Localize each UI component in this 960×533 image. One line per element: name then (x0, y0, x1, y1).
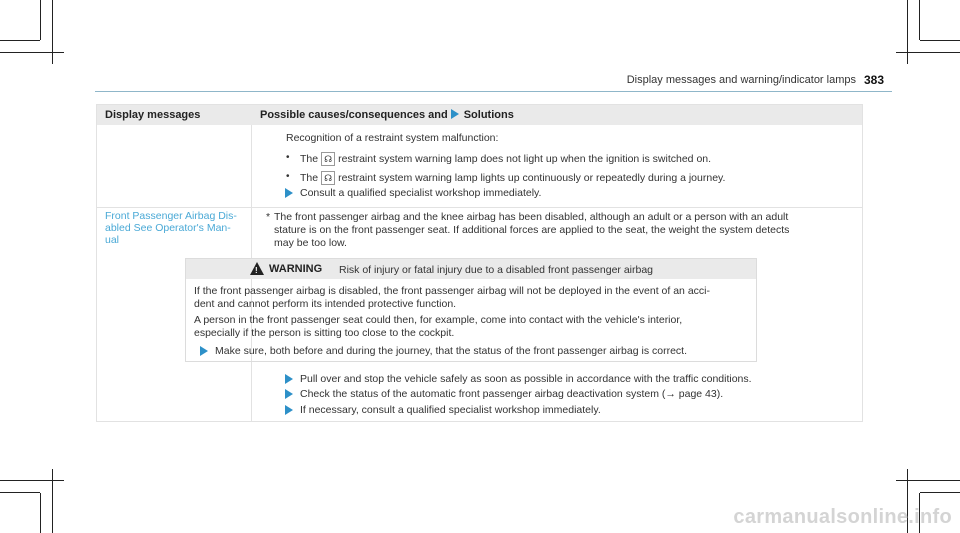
row1-bullet2-pre: The (300, 172, 319, 184)
crop-mark (0, 492, 40, 493)
row1-bullet2 (300, 171, 725, 185)
crop-mark (896, 480, 960, 481)
warning-action: Make sure, both before and during the journey, that the status of the front passenger airbag is correct. (215, 345, 687, 357)
crop-mark (920, 40, 960, 41)
column-header-solutions-text: Possible causes/consequences and (260, 109, 448, 121)
crop-mark (52, 0, 53, 64)
bullet-icon: • (286, 171, 290, 182)
crop-mark (920, 492, 960, 493)
warning-p2-line2: especially if the person is sitting too close to the cockpit. (194, 327, 455, 339)
warning-p1-line2: dent and cannot perform its intended protective function. (194, 298, 457, 310)
row2-action1: Pull over and stop the vehicle safely as soon as possible in accordance with the traffic conditions. (300, 373, 752, 385)
row2-desc-line3: may be too low. (274, 237, 347, 249)
solution-arrow-icon (451, 109, 459, 119)
row1-action: Consult a qualified specialist workshop immediately. (300, 187, 542, 199)
row2-action3: If necessary, consult a qualified specialist workshop immediately. (300, 404, 601, 416)
message-line: Front Passenger Airbag Dis- (105, 210, 237, 222)
warning-description: Risk of injury or fatal injury due to a disabled front passenger airbag (339, 264, 654, 276)
row1-bullet1-post: restraint system warning lamp does not light up when the ignition is switched on. (338, 153, 712, 165)
warning-p1-line1: If the front passenger airbag is disabled, the front passenger airbag will not be deployed in the event of an acci- (194, 285, 710, 297)
restraint-system-icon: ☊ (321, 171, 335, 185)
column-header-solutions-suffix: Solutions (463, 109, 514, 121)
crop-mark (40, 493, 41, 533)
warning-p2-line1: A person in the front passenger seat could then, for example, come into contact with the vehicle's interior, (194, 314, 683, 326)
warning-header (186, 259, 756, 279)
message-line: abled See Operator's Man- (105, 222, 231, 234)
warning-exclamation-icon: ! (255, 266, 258, 275)
crop-mark (896, 52, 960, 53)
crop-mark (0, 480, 64, 481)
header-rule (95, 91, 892, 92)
page-number: 383 (863, 73, 884, 87)
crop-mark (52, 469, 53, 533)
row2-action2: Check the status of the automatic front passenger airbag deactivation system (→ page 43). (300, 388, 724, 400)
crop-mark (40, 0, 41, 40)
action-arrow-icon (285, 405, 293, 415)
row1-bullet1-pre: The (300, 153, 319, 165)
row1-bullet1 (300, 152, 711, 166)
row-divider (97, 207, 862, 208)
display-message-airbag-disabled (105, 210, 247, 246)
watermark: carmanualsonline.info (733, 506, 952, 528)
crop-mark (919, 0, 920, 40)
action-arrow-icon (285, 188, 293, 198)
action-arrow-icon (285, 374, 293, 384)
row2-desc-line1: The front passenger airbag and the knee airbag has been disabled, although an adult or a person with an adult (274, 211, 789, 223)
running-header-title: Display messages and warning/indicator lamps (626, 74, 856, 86)
column-header-solutions (260, 109, 514, 121)
bullet-icon: • (286, 152, 290, 163)
column-header-display-messages: Display messages (105, 109, 201, 121)
table-header (97, 105, 862, 125)
asterisk-marker: * (266, 211, 271, 223)
display-messages-table (96, 104, 863, 422)
row2-desc-line2: stature is on the front passenger seat. If additional forces are applied to the seat, the weight the system detects (274, 224, 790, 236)
message-line: ual (105, 234, 120, 246)
warning-word: WARNING (269, 263, 323, 275)
action-arrow-icon (285, 389, 293, 399)
action-arrow-icon (200, 346, 208, 356)
row1-bullet2-post: restraint system warning lamp lights up continuously or repeatedly during a journey. (338, 172, 726, 184)
warning-box (185, 258, 757, 362)
restraint-system-icon: ☊ (321, 152, 335, 166)
crop-mark (0, 40, 40, 41)
crop-mark (907, 0, 908, 64)
row1-intro: Recognition of a restraint system malfunction: (286, 132, 499, 144)
crop-mark (0, 52, 64, 53)
